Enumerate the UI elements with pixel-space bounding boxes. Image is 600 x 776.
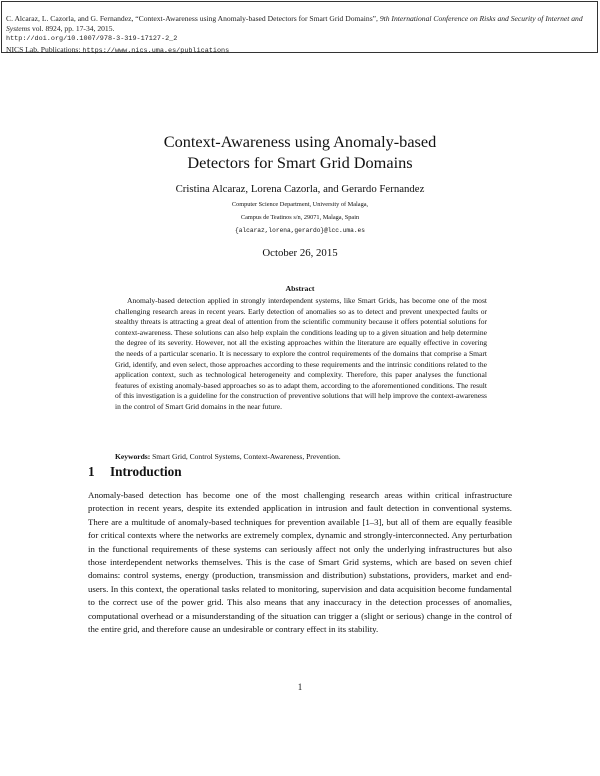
- nics-link[interactable]: https://www.nics.uma.es/publications: [82, 46, 230, 55]
- keywords-list: Smart Grid, Control Systems, Context-Awareness, Prevention.: [150, 452, 341, 461]
- affiliation-line-1: Computer Science Department, University of Malaga,: [231, 201, 369, 208]
- section-heading-introduction: [88, 463, 182, 481]
- abstract-text: Anomaly-based detection applied in strongly interdependent systems, like Smart Grids, has become one of the most challenging research areas in recent years. Early detection of anomalies so as to detect and prevent unexpected faults or stealthy threats is attracting a great deal of attention from the scientific community because it offers potential solutions for context-awareness. These solutions can also help explain the conditions leading up to a given situation and help determine the degree of its severity. However, not all the existing approaches within the literature are equally effective in covering the needs of a particular scenario. It is necessary to explore the control requirements of the domains that comprise a Smart Grid, identify, and even select, those approaches according to these requirements and the intrinsic conditions related to the application context, such as technological heterogeneity and complexity. Therefore, this paper analyses the functional features of existing anomaly-based approaches so as to adapt them, according to the aforementioned conditions. The result of this investigation is a guideline for the construction of preventive solutions that will help improve the context-awareness in the control of Smart Grid domains in the near future.: [115, 296, 487, 411]
- doi-link[interactable]: http://doi.org/10.1007/978-3-319-17127-2_2: [6, 35, 178, 44]
- keywords: [115, 452, 487, 463]
- section-title: Introduction: [110, 464, 182, 479]
- citation-conference: 9th International Conference on Risks and Security of Internet and Systems: [6, 14, 583, 33]
- citation-doi[interactable]: [6, 33, 593, 45]
- citation-volume: vol. 8924, pp. 17-34, 2015.: [30, 23, 115, 33]
- title-line-1: Context-Awareness using Anomaly-based: [163, 132, 437, 151]
- introduction-paragraph: Anomaly-based detection has become one of the most challenging research areas within critical infrastructure protection in recent years, despite its extended application in intrusion and fault detection in conventional systems. There are a multitude of anomaly-based techniques for prevention available [1–3], but all of them are equally feasible for critical contexts where the networks are extremely complex, dynamic and strongly-interconnected. Any perturbation in the functional requirements of these systems can seriously affect not only the underlying infrastructures but also those interdependent networks themselves. This is the case of Smart Grid systems, which are based on seven chief domains: control systems, energy (production, transmission and distribution) substations, providers, market and end-users. In this context, the operational tasks related to monitoring, supervision and data acquisition become fundamental to the correct use of the power grid. This also means that any inaccuracy in the detection processes of anomalies, computational overhead or a misunderstanding of the situation can trigger a (slight or serious) change in the control of the entire grid, and therefore cause an undesirable or contrary effect in its stability.: [88, 490, 512, 635]
- keywords-label: Keywords:: [115, 452, 151, 461]
- paper-date: October 26, 2015: [262, 247, 338, 259]
- citation-reference: [6, 14, 593, 33]
- author-emails: {alcaraz,lorena,gerardo}@lcc.uma.es: [235, 227, 365, 234]
- paper-title: [0, 131, 600, 173]
- paper-authors: Cristina Alcaraz, Lorena Cazorla, and Gerardo Fernandez: [175, 183, 425, 195]
- abstract-heading: Abstract: [285, 284, 315, 293]
- citation-box: [1, 1, 598, 53]
- citation-text: C. Alcaraz, L. Cazorla, and G. Fernandez, “Context-Awareness using Anomaly-based Detectors for Smart Grid Domains”,: [6, 14, 380, 23]
- title-line-2: Detectors for Smart Grid Domains: [187, 153, 413, 172]
- nics-label: NICS Lab. Publications:: [6, 44, 83, 54]
- affiliation-line-2: Campus de Teatinos s/n, 29071, Malaga, Spain: [240, 214, 360, 221]
- page-number: 1: [297, 682, 303, 692]
- section-number: 1: [88, 464, 95, 479]
- citation-nics: [6, 45, 593, 57]
